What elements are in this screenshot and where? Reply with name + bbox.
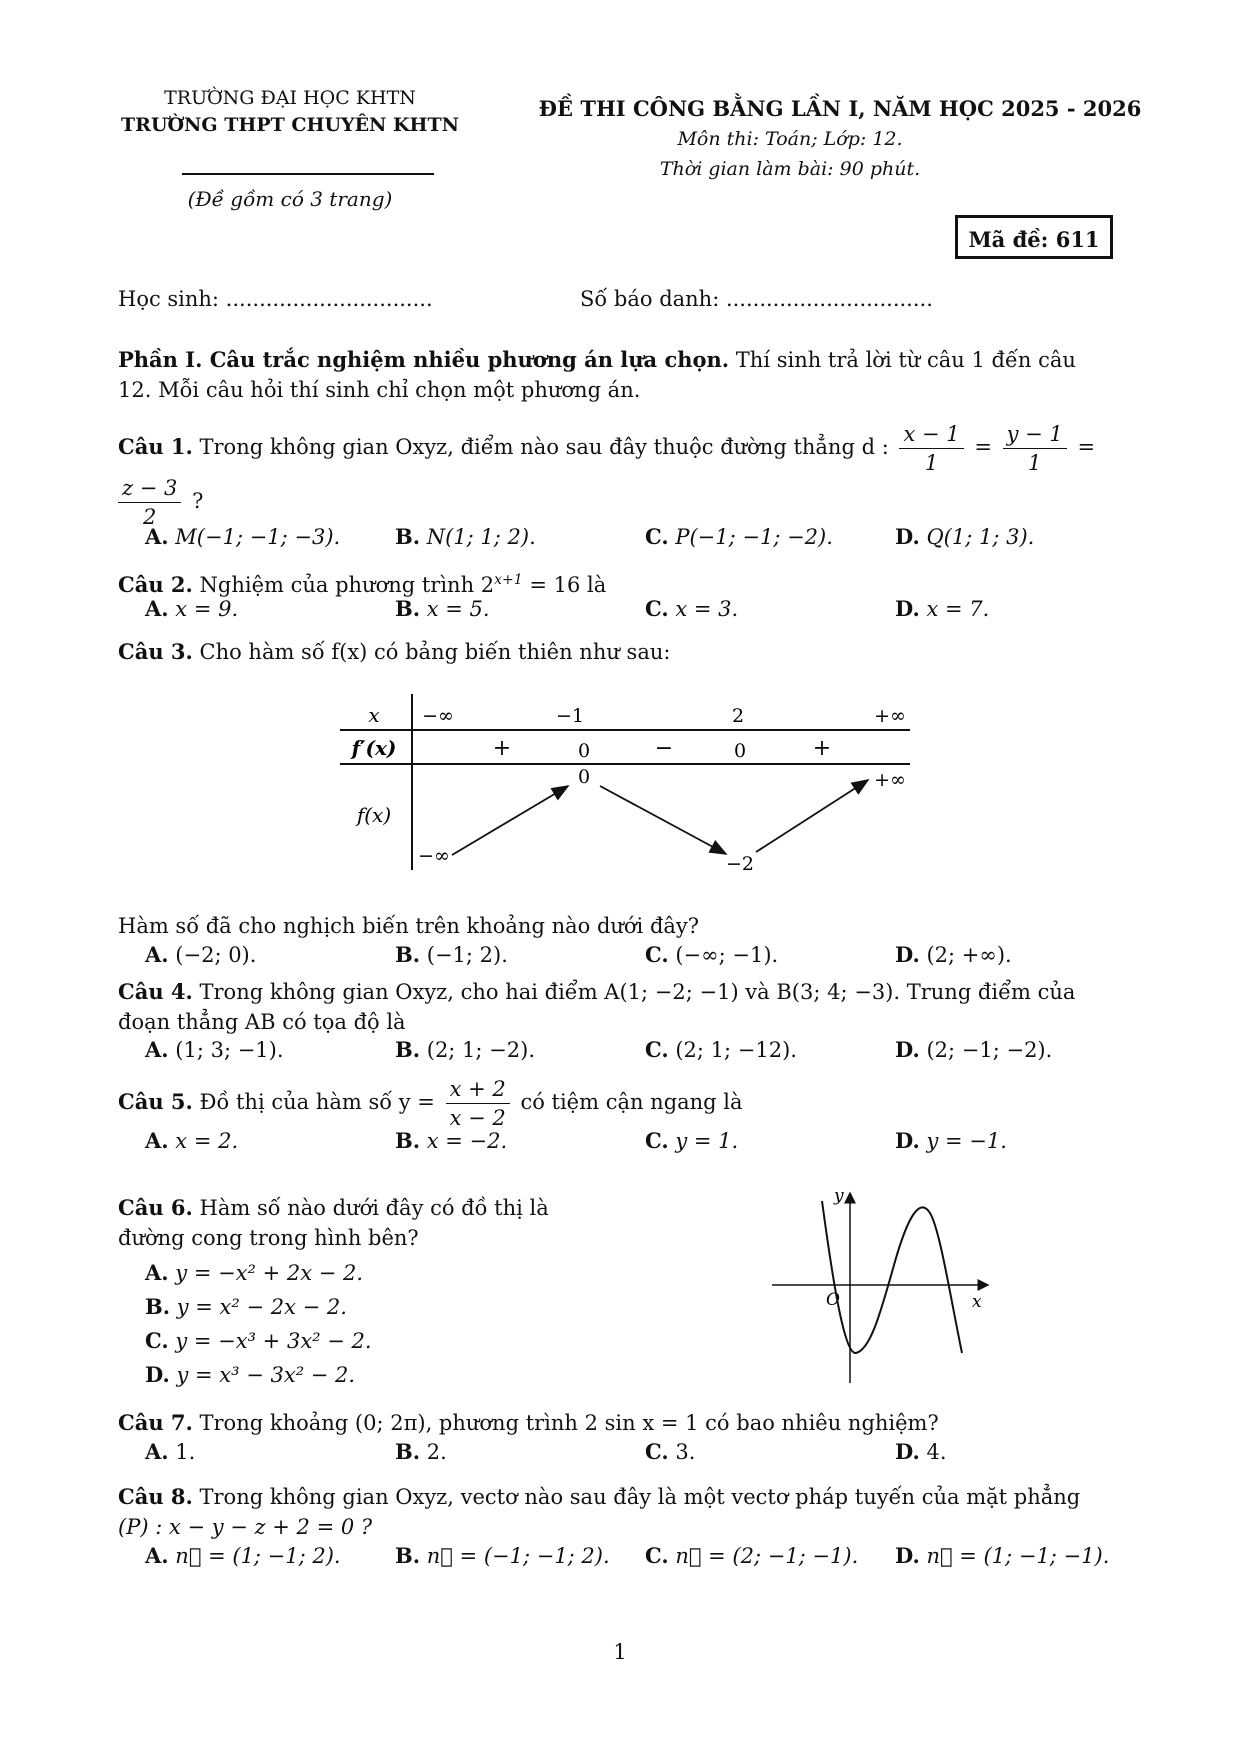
option-a[interactable]: A. (−2; 0). [145,942,257,967]
option-c[interactable]: C. n⃗ = (2; −1; −1). [645,1543,859,1568]
option-c[interactable]: C. 3. [645,1439,696,1464]
fprime-label: f′(x) [351,736,397,760]
f-value: 0 [577,766,591,788]
section-title: Phần I. Câu trắc nghiệm nhiều phương án lựa chọn. [118,347,730,372]
arrow-up [756,780,868,852]
cubic-graph [770,1185,1000,1390]
y-axis-label: y [834,1186,844,1206]
sign-plus: + [492,736,512,761]
f-value: −∞ [418,845,450,867]
question-text-2: đường cong trong hình bên? [118,1226,419,1250]
option-b[interactable]: B. 2. [395,1439,447,1464]
question-mark: ? [192,489,204,513]
question-1-cont [118,474,203,531]
question-text-2: (P) : x − y − z + 2 = 0 ? [118,1515,373,1539]
sign-zero: 0 [577,740,591,762]
section-header [118,345,1133,405]
fraction: $\frac{y - 1}{1}$ [1003,420,1067,477]
option-d[interactable]: D. 4. [895,1439,947,1464]
option-c[interactable]: C. x = 3. [645,596,739,621]
x-axis-label: x [972,1292,982,1312]
option-b[interactable]: B. x = 5. [395,596,490,621]
option-d[interactable]: D. (2; −1; −2). [895,1037,1053,1062]
f-label: f(x) [356,803,392,827]
option-c[interactable]: C. y = 1. [645,1128,739,1153]
sign-plus: + [812,736,832,761]
option-d[interactable]: D. y = −1. [895,1128,1007,1153]
exponent: x+1 [494,572,523,588]
arrow-up [452,786,568,855]
option-a[interactable]: A. x = 2. [145,1128,239,1153]
question-6 [118,1193,638,1253]
question-4 [118,977,1133,1037]
exam-subject: Môn thi: Toán; Lớp: 12. [677,128,903,150]
origin-label: O [826,1290,840,1310]
x-value: −1 [555,705,585,727]
question-3-options [0,942,1241,972]
question-2 [118,565,1133,600]
option-a[interactable]: A. 1. [145,1439,196,1464]
option-c[interactable]: C. P(−1; −1; −2). [645,524,833,549]
option-c[interactable]: C. (2; 1; −12). [645,1037,797,1062]
page-number: 1 [613,1640,627,1664]
question-text: Trong không gian Oxyz, cho hai điểm A(1; −2; −1) và B(3; 4; −3). Trung điểm của [199,980,1076,1004]
student-id-field: Số báo danh: ............................... [580,287,933,311]
option-d[interactable]: D. y = x³ − 3x² − 2. [145,1362,356,1387]
variation-table [330,690,920,880]
x-value: 2 [731,705,745,727]
school-line1: TRƯỜNG ĐẠI HỌC KHTN [164,87,416,109]
fraction: $\frac{z - 3}{2}$ [118,474,181,531]
section-instruction-b: 12. Mỗi câu hỏi thí sinh chỉ chọn một phương án. [118,378,641,402]
question-text: Nghiệm của phương trình 2 [199,573,495,597]
question-5-options [0,1128,1241,1158]
option-a[interactable]: A. x = 9. [145,596,239,621]
option-b[interactable]: B. x = −2. [395,1128,508,1153]
question-text: Đồ thị của hàm số y = [199,1090,435,1114]
question-label: Câu 2. [118,572,193,597]
question-7 [118,1408,1133,1438]
question-8-options [0,1543,1241,1573]
question-3-after: Hàm số đã cho nghịch biến trên khoảng nào dưới đây? [118,914,700,938]
sign-zero: 0 [733,740,747,762]
question-1 [118,420,1133,477]
question-text-end: có tiệm cận ngang là [520,1090,743,1114]
school-line2: TRƯỜNG THPT CHUYÊN KHTN [120,114,460,136]
student-name-field: Học sinh: ............................... [118,287,433,311]
option-b[interactable]: B. (−1; 2). [395,942,508,967]
question-text: Trong không gian Oxyz, điểm nào sau đây thuộc đường thẳng d : [199,435,889,459]
question-6-options [145,1256,372,1392]
question-8 [118,1482,1133,1542]
question-text: Cho hàm số f(x) có bảng biến thiên như sau: [199,640,671,664]
question-label: Câu 1. [118,434,193,459]
question-label: Câu 4. [118,979,193,1004]
option-b[interactable]: B. y = x² − 2x − 2. [145,1294,347,1319]
question-label: Câu 7. [118,1410,193,1435]
pages-note: (Đề gồm có 3 trang) [187,187,393,211]
arrow-down [600,786,726,854]
question-label: Câu 8. [118,1484,193,1509]
exam-code-box: Mã đề: 611 [955,215,1113,259]
option-d[interactable]: D. Q(1; 1; 3). [895,524,1035,549]
option-d[interactable]: D. x = 7. [895,596,990,621]
question-text: Hàm số nào dưới đây có đồ thị là [199,1196,549,1220]
fraction: $\frac{x + 2}{x - 2}$ [446,1075,510,1132]
option-d[interactable]: D. (2; +∞). [895,942,1012,967]
curve [822,1201,962,1353]
f-value: +∞ [874,769,906,791]
question-7-options [0,1439,1241,1469]
x-value: +∞ [874,705,906,727]
header-divider [182,173,434,175]
equals-sign: = [1077,435,1096,459]
section-instruction-a: Thí sinh trả lời từ câu 1 đến câu [735,348,1076,372]
question-text: Trong không gian Oxyz, vectơ nào sau đây là một vectơ pháp tuyến của mặt phẳng [199,1485,1081,1509]
option-a[interactable]: A. n⃗ = (1; −1; 2). [145,1543,341,1568]
question-1-options [0,524,1241,554]
option-c[interactable]: C. (−∞; −1). [645,942,779,967]
option-a[interactable]: A. (1; 3; −1). [145,1037,284,1062]
question-text-end: = 16 là [522,573,607,597]
option-b[interactable]: B. (2; 1; −2). [395,1037,535,1062]
exam-duration: Thời gian làm bài: 90 phút. [659,158,921,180]
x-label: x [368,703,380,727]
question-label: Câu 5. [118,1089,193,1114]
question-5 [118,1075,1133,1132]
question-text-2: đoạn thẳng AB có tọa độ là [118,1010,406,1034]
option-d[interactable]: D. n⃗ = (1; −1; −1). [895,1543,1110,1568]
f-value: −2 [725,853,755,875]
question-4-options [0,1037,1241,1067]
question-label: Câu 3. [118,639,193,664]
option-a[interactable]: A. M(−1; −1; −3). [145,524,341,549]
x-value: −∞ [422,705,454,727]
exam-title: ĐỀ THI CÔNG BẰNG LẦN I, NĂM HỌC 2025 - 2026 [538,96,1142,121]
option-a[interactable]: A. y = −x² + 2x − 2. [145,1260,364,1285]
question-3 [118,637,1133,667]
sign-minus: − [654,736,674,761]
equals-sign: = [974,435,992,459]
question-text: Trong khoảng (0; 2π), phương trình 2 sin x = 1 có bao nhiêu nghiệm? [199,1411,939,1435]
option-c[interactable]: C. y = −x³ + 3x² − 2. [145,1328,372,1353]
option-b[interactable]: B. n⃗ = (−1; −1; 2). [395,1543,610,1568]
question-label: Câu 6. [118,1195,193,1220]
option-b[interactable]: B. N(1; 1; 2). [395,524,536,549]
question-2-options [0,596,1241,626]
fraction: $\frac{x - 1}{1}$ [899,420,963,477]
